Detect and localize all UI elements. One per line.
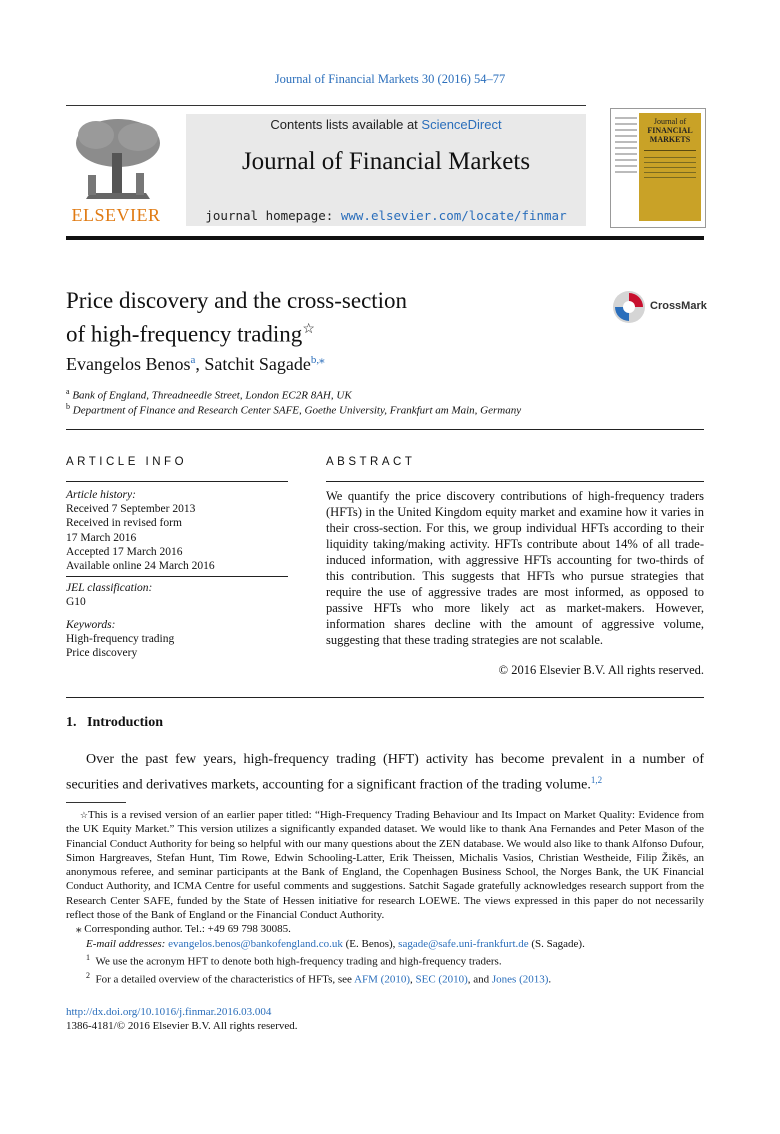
ref-sep-1: , <box>409 973 416 986</box>
keywords-label: Keywords: <box>66 618 116 631</box>
cover-title-3: MARKETS <box>649 135 691 144</box>
contents-prefix: Contents lists available at <box>270 117 422 132</box>
authors-line <box>66 353 325 375</box>
affiliation-b-text: Department of Finance and Research Center SAFE, Goethe University, Frankfurt am Main, Germany <box>72 404 522 417</box>
author-sagade: Satchit Sagade <box>204 354 311 374</box>
footnote-2 <box>66 969 704 987</box>
article-title <box>66 286 566 349</box>
received-date: Received 7 September 2013 <box>66 503 196 516</box>
elsevier-wordmark: ELSEVIER <box>71 205 161 225</box>
article-info-heading: ARTICLE INFO <box>66 456 188 468</box>
title-line-1: Price discovery and the cross-section <box>66 288 408 313</box>
intro-footnote-refs[interactable]: 1,2 <box>590 775 603 785</box>
homepage-line <box>186 208 586 223</box>
accepted-date: Accepted 17 March 2016 <box>66 545 183 558</box>
abstract-end-rule <box>66 697 704 698</box>
homepage-prefix: journal homepage: <box>205 208 341 223</box>
email-benos-link[interactable]: evangelos.benos@bankofengland.co.uk <box>168 937 343 950</box>
affiliation-rule <box>66 429 704 430</box>
footnote-1-text: We use the acronym HFT to denote both high-frequency trading and high-frequency traders. <box>95 955 502 968</box>
author-benos: Evangelos Benos <box>66 354 191 374</box>
footnote-star <box>66 808 704 922</box>
email-label: E-mail addresses: <box>86 937 169 950</box>
affiliation-b <box>66 402 521 417</box>
contents-line <box>186 117 586 132</box>
doi-link[interactable]: http://dx.doi.org/10.1016/j.finmar.2016.03.004 <box>66 1006 272 1018</box>
sciencedirect-link[interactable]: ScienceDirect <box>421 117 502 132</box>
homepage-link[interactable]: www.elsevier.com/locate/finmar <box>340 208 567 223</box>
ref-sep-2: , and <box>467 973 492 986</box>
article-info-rule <box>66 481 288 482</box>
email-benos-name: (E. Benos), <box>342 937 399 950</box>
affiliation-a-text: Bank of England, Threadneedle Street, London EC2R 8AH, UK <box>72 389 352 402</box>
jel-label: JEL classification: <box>66 582 153 595</box>
email-sagade-name: (S. Sagade). <box>528 937 585 950</box>
author-separator: , <box>195 354 205 374</box>
ref-jones-2013[interactable]: Jones (2013) <box>491 973 549 986</box>
abstract-copyright: © 2016 Elsevier B.V. All rights reserved. <box>498 663 704 677</box>
title-star-mark[interactable]: ☆ <box>302 322 315 337</box>
footnote-emails <box>66 937 704 951</box>
section-heading-introduction: 1. Introduction <box>66 715 163 730</box>
abstract-rule <box>326 481 704 482</box>
abstract-heading: ABSTRACT <box>326 456 416 468</box>
footnote-2-mark: 2 <box>86 970 90 980</box>
author-sagade-affil[interactable]: b, <box>310 354 320 366</box>
history-rule <box>66 576 288 577</box>
history-label: Article history: <box>66 489 136 501</box>
header-rule-bottom <box>66 236 704 240</box>
revised-line-2: 17 March 2016 <box>66 531 137 544</box>
jel-code: G10 <box>66 596 86 609</box>
footnote-corresponding: ⁎ Corresponding author. Tel.: +49 69 798 30085. <box>76 923 291 936</box>
crossmark-label: CrossMark <box>650 300 707 312</box>
revised-line-1: Received in revised form <box>66 517 182 530</box>
affiliation-a-mark: a <box>66 387 70 396</box>
journal-cover-thumbnail[interactable] <box>610 108 706 228</box>
header-rule-top <box>66 105 586 106</box>
issn-copyright: 1386-4181/© 2016 Elsevier B.V. All rights reserved. <box>66 1020 298 1032</box>
email-sagade-link[interactable]: sagade@safe.uni-frankfurt.de <box>398 937 529 950</box>
keyword-1: High-frequency trading <box>66 632 175 645</box>
intro-text: Over the past few years, high-frequency trading (HFT) activity has become prevalent in a number of securities and derivatives markets, accounting for a significant fraction of the trading volume. <box>66 752 704 793</box>
title-line-2 <box>66 315 566 349</box>
intro-paragraph <box>66 749 704 796</box>
cover-title-1: Journal of <box>653 117 687 126</box>
journal-name: Journal of Financial Markets <box>241 148 531 175</box>
footnote-rule <box>66 802 126 803</box>
footnote-star-text: This is a revised version of an earlier paper titled: “High-Frequency Trading Behaviour and Its Impact on Market Quality: Evidence from the UK Equity Market.” This version utilizes a significantly expanded dataset. We would like to thank Ana Fernandes and Peter Mason of the Financial Conduct Authority for being so helpful with our many questions about the ZEN database. We would also like to thank Alfonso Dufour, Simon Hargreaves, Stefan Hunt, Tim Rowe, Edwin Schooling-Latter, Erik Theissen, Michalis Vasios, Christian Westheide, Filip Žikěs, an anonymous referee, and seminar participants at the Bank of England, the Copenhagen Business School, the Norges Bank, the UK Financial Conduct Authority, and ICMA Centre for useful comments and suggestions. Satchit Sagade gratefully acknowledges research support from the Research Center SAFE, funded by the State of Hessen initiative for research LOEWE. The views expressed in this paper do not necessarily reflect those of the Bank of England or the Financial Conduct Authority. <box>66 809 704 922</box>
crossmark-icon <box>612 290 646 324</box>
journal-citation[interactable]: Journal of Financial Markets 30 (2016) 54–77 <box>274 72 506 86</box>
footnote-1 <box>66 951 704 969</box>
footnote-2-prefix: For a detailed overview of the characteristics of HFTs, see <box>95 973 355 986</box>
corresponding-author-mark[interactable]: ⁎ <box>319 354 325 366</box>
cover-gold-panel <box>639 113 701 221</box>
cover-title-2: FINANCIAL <box>647 126 693 135</box>
author-benos-affil[interactable]: a <box>190 354 196 366</box>
ref-sec-2010[interactable]: SEC (2010) <box>415 973 468 986</box>
footnote-1-mark: 1 <box>86 952 90 962</box>
footnotes-block <box>66 808 704 987</box>
abstract-text: We quantify the price discovery contributions of high-frequency traders (HFTs) in the United Kingdom equity market and examine how it varies in their cross-section. For this, we group individual HFTs according to their liquidity taking/making activity. HFTs contribute about 14% of all trade-induced information, with aggressive HFTs accounting for two-thirds of this contribution. This suggests that HFTs who pursue strategies that require the use of aggressive trades are most informed, as opposed to passive HFTs who more likely act as market-makers. However, information shares decline with the amount of aggressive volume, suggesting that these trading strategies are not scalable. <box>326 489 704 647</box>
cover-contents-column <box>615 113 637 221</box>
ref-end: . <box>548 973 552 986</box>
title-line-2-text: of high-frequency trading <box>66 321 303 347</box>
crossmark-badge[interactable] <box>612 290 707 326</box>
keyword-2: Price discovery <box>66 647 138 660</box>
online-date: Available online 24 March 2016 <box>66 560 215 573</box>
affiliation-b-mark: b <box>66 402 70 411</box>
affiliation-a <box>66 387 352 402</box>
article-info-block <box>66 488 288 660</box>
footnote-star-mark: ☆ <box>79 810 88 820</box>
ref-afm-2010[interactable]: AFM (2010) <box>354 973 410 986</box>
